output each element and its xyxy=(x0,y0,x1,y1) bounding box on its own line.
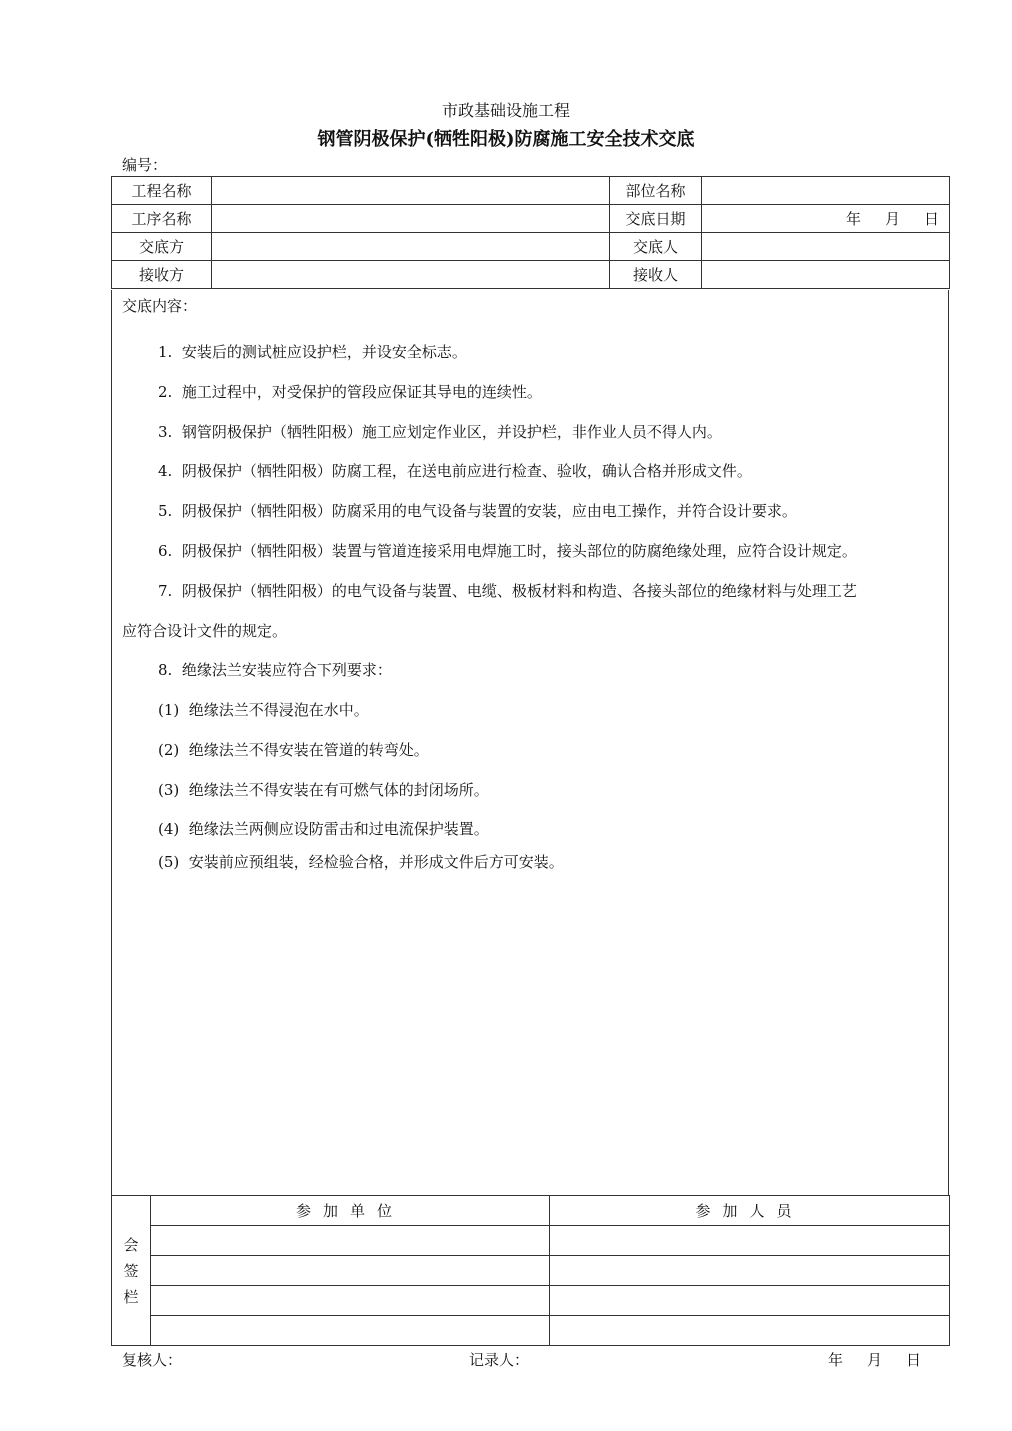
receiving-party-field[interactable] xyxy=(212,261,610,289)
participating-unit-field[interactable] xyxy=(151,1226,550,1256)
item-number: 8. xyxy=(158,661,173,679)
item-number: 4. xyxy=(158,462,173,480)
receiver-label: 接收人 xyxy=(610,261,702,289)
item-text: 阴极保护（牺牲阳极）防腐采用的电气设备与装置的安装，应由电工操作，并符合设计要求。 xyxy=(181,502,797,520)
participating-personnel-field[interactable] xyxy=(550,1226,950,1256)
item-text: 阴极保护（牺牲阳极）的电气设备与装置、电缆、极板材料和构造、各接头部位的绝缘材料与处理工艺 xyxy=(181,582,857,600)
item-number: (5) xyxy=(158,853,180,871)
document-subtitle: 市政基础设施工程 xyxy=(441,101,570,120)
item-text: 施工过程中，对受保护的管段应保证其导电的连续性。 xyxy=(181,383,542,401)
side-char: 签 xyxy=(123,1261,139,1280)
item-number: (4) xyxy=(158,820,180,838)
info-row-handover xyxy=(112,233,950,261)
content-item xyxy=(158,421,994,442)
process-name-label: 工序名称 xyxy=(112,205,212,233)
reviewer-label: 复核人： xyxy=(122,1351,183,1369)
item-text: 阴极保护（牺牲阳极）装置与管道连接采用电焊施工时，接头部位的防腐绝缘处理，应符合设计规定。 xyxy=(181,542,857,560)
content-item xyxy=(158,500,994,521)
participating-personnel-field[interactable] xyxy=(550,1256,950,1286)
handover-date-field[interactable] xyxy=(702,205,950,233)
item-text: 绝缘法兰不得浸泡在水中。 xyxy=(188,701,369,719)
participating-personnel-field[interactable] xyxy=(550,1286,950,1316)
footer-date-month: 月 xyxy=(867,1351,883,1369)
footer-date-day: 日 xyxy=(906,1351,922,1369)
footer-date xyxy=(828,1349,921,1370)
handover-party-field[interactable] xyxy=(212,233,610,261)
signature-table xyxy=(111,1195,950,1346)
handover-party-label: 交底方 xyxy=(112,233,212,261)
item-text: 绝缘法兰安装应符合下列要求： xyxy=(181,661,392,679)
item-number: 6. xyxy=(158,542,173,560)
participating-unit-field[interactable] xyxy=(151,1256,550,1286)
signature-row xyxy=(112,1286,950,1316)
part-name-label: 部位名称 xyxy=(610,177,702,205)
info-row-project xyxy=(112,177,950,205)
side-char: 栏 xyxy=(123,1287,139,1306)
item-number: 3. xyxy=(158,423,173,441)
part-name-field[interactable] xyxy=(702,177,950,205)
footer-date-year: 年 xyxy=(828,1351,844,1369)
date-day-label: 日 xyxy=(923,210,939,228)
item-number: 2. xyxy=(158,383,173,401)
content-item xyxy=(158,341,994,362)
handover-person-label: 交底人 xyxy=(610,233,702,261)
content-item xyxy=(158,540,994,561)
signature-row xyxy=(112,1226,950,1256)
info-row-process xyxy=(112,205,950,233)
process-name-field[interactable] xyxy=(212,205,610,233)
item-text: 应符合设计文件的规定。 xyxy=(122,622,288,640)
item-number: 1. xyxy=(158,343,173,361)
item-text: 安装后的测试桩应设护栏，并设安全标志。 xyxy=(181,343,467,361)
signature-header-row xyxy=(112,1196,950,1226)
item-number: (1) xyxy=(158,701,180,719)
recorder-label: 记录人： xyxy=(469,1351,530,1369)
document-number-label: 编号： xyxy=(122,156,168,174)
receiver-field[interactable] xyxy=(702,261,950,289)
content-subitem xyxy=(158,851,994,872)
document-title: 钢管阴极保护(牺牲阳极)防腐施工安全技术交底 xyxy=(317,129,695,150)
handover-content-section xyxy=(111,290,949,1195)
handover-content-label: 交底内容： xyxy=(122,297,198,315)
item-text: 绝缘法兰两侧应设防雷击和过电流保护装置。 xyxy=(188,820,489,838)
content-subitem xyxy=(158,818,994,839)
participating-personnel-field[interactable] xyxy=(550,1316,950,1346)
content-item xyxy=(158,381,994,402)
info-table xyxy=(111,176,950,289)
handover-person-field[interactable] xyxy=(702,233,950,261)
info-row-receiving xyxy=(112,261,950,289)
item-text: 绝缘法兰不得安装在有可燃气体的封闭场所。 xyxy=(188,781,489,799)
item-number: 5. xyxy=(158,502,173,520)
participating-unit-field[interactable] xyxy=(151,1286,550,1316)
project-name-field[interactable] xyxy=(212,177,610,205)
participating-unit-header: 参加单位 xyxy=(151,1196,550,1226)
project-name-label: 工程名称 xyxy=(112,177,212,205)
item-number: (3) xyxy=(158,781,180,799)
receiving-party-label: 接收方 xyxy=(112,261,212,289)
content-item xyxy=(158,659,994,680)
content-item xyxy=(158,460,994,481)
participating-unit-field[interactable] xyxy=(151,1316,550,1346)
handover-date-label: 交底日期 xyxy=(610,205,702,233)
item-number: (2) xyxy=(158,741,180,759)
participating-personnel-header: 参加人员 xyxy=(550,1196,950,1226)
content-subitem xyxy=(158,779,994,800)
content-item xyxy=(158,580,994,601)
item-number: 7. xyxy=(158,582,173,600)
content-subitem xyxy=(158,739,994,760)
signature-row xyxy=(112,1256,950,1286)
date-month-label: 月 xyxy=(884,210,900,228)
item-text: 安装前应预组装，经检验合格，并形成文件后方可安装。 xyxy=(188,853,564,871)
side-char: 会 xyxy=(123,1235,139,1254)
signature-side-label xyxy=(112,1196,151,1346)
date-year-label: 年 xyxy=(845,210,861,228)
item-text: 绝缘法兰不得安装在管道的转弯处。 xyxy=(188,741,429,759)
content-item-continuation xyxy=(122,620,958,641)
content-subitem xyxy=(158,699,994,720)
signature-row xyxy=(112,1316,950,1346)
item-text: 钢管阴极保护（牺牲阳极）施工应划定作业区，并设护栏，非作业人员不得人内。 xyxy=(181,423,722,441)
item-text: 阴极保护（牺牲阳极）防腐工程，在送电前应进行检查、验收，确认合格并形成文件。 xyxy=(181,462,752,480)
